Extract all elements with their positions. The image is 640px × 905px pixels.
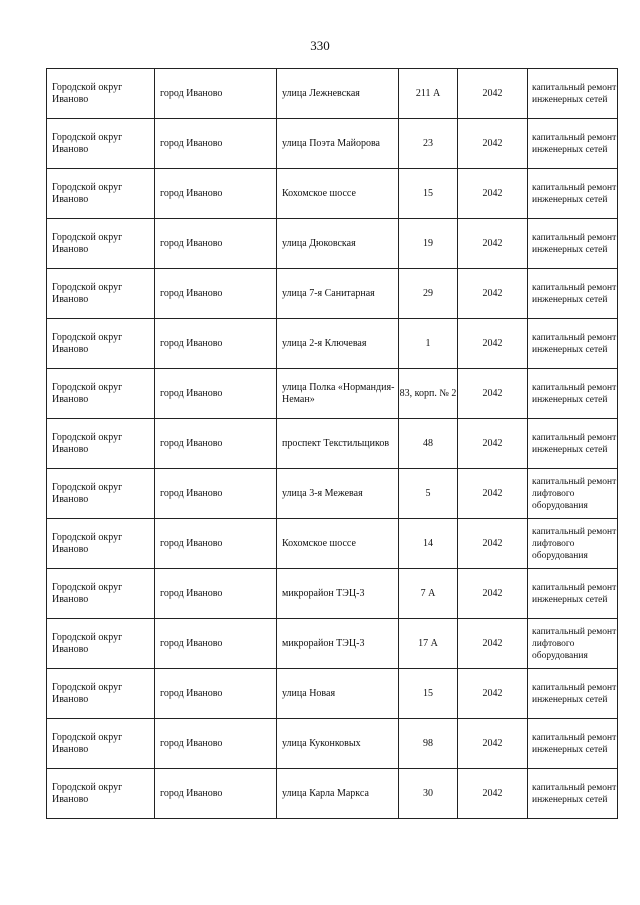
year-cell: 2042 bbox=[458, 119, 528, 169]
house-number-cell: 48 bbox=[399, 419, 458, 469]
district-cell: Городской округ Иваново bbox=[47, 619, 155, 669]
house-number-cell: 83, корп. № 2 bbox=[399, 369, 458, 419]
street-cell: улица Куконковых bbox=[277, 719, 399, 769]
street-cell: микрорайон ТЭЦ-3 bbox=[277, 569, 399, 619]
district-cell: Городской округ Иваново bbox=[47, 69, 155, 119]
street-cell: улица 3-я Межевая bbox=[277, 469, 399, 519]
district-cell: Городской округ Иваново bbox=[47, 419, 155, 469]
page-number: 330 bbox=[310, 38, 330, 53]
year-cell: 2042 bbox=[458, 419, 528, 469]
year-cell: 2042 bbox=[458, 319, 528, 369]
street-cell: улица Поэта Майорова bbox=[277, 119, 399, 169]
street-cell: улица Карла Маркса bbox=[277, 769, 399, 819]
city-cell: город Иваново bbox=[155, 469, 277, 519]
city-cell: город Иваново bbox=[155, 69, 277, 119]
table-row bbox=[47, 719, 618, 769]
work-type-cell: капитальный ремонт инженерных сетей bbox=[528, 669, 618, 719]
work-type-cell: капитальный ремонт инженерных сетей bbox=[528, 169, 618, 219]
house-number-cell: 30 bbox=[399, 769, 458, 819]
house-number-cell: 1 bbox=[399, 319, 458, 369]
table-row bbox=[47, 519, 618, 569]
year-cell: 2042 bbox=[458, 569, 528, 619]
city-cell: город Иваново bbox=[155, 769, 277, 819]
house-number-cell: 14 bbox=[399, 519, 458, 569]
year-cell: 2042 bbox=[458, 769, 528, 819]
work-type-cell: капитальный ремонт инженерных сетей bbox=[528, 769, 618, 819]
year-cell: 2042 bbox=[458, 269, 528, 319]
table-row bbox=[47, 169, 618, 219]
work-type-cell: капитальный ремонт инженерных сетей bbox=[528, 719, 618, 769]
street-cell: Кохомское шоссе bbox=[277, 169, 399, 219]
work-type-cell: капитальный ремонт лифтового оборудования bbox=[528, 469, 618, 519]
table-row bbox=[47, 669, 618, 719]
table-row bbox=[47, 69, 618, 119]
city-cell: город Иваново bbox=[155, 319, 277, 369]
house-number-cell: 29 bbox=[399, 269, 458, 319]
work-type-cell: капитальный ремонт инженерных сетей bbox=[528, 269, 618, 319]
district-cell: Городской округ Иваново bbox=[47, 269, 155, 319]
street-cell: улица Лежневская bbox=[277, 69, 399, 119]
table-row bbox=[47, 569, 618, 619]
street-cell: улица 2-я Ключевая bbox=[277, 319, 399, 369]
repair-schedule-table bbox=[46, 68, 618, 819]
year-cell: 2042 bbox=[458, 519, 528, 569]
city-cell: город Иваново bbox=[155, 719, 277, 769]
table-row bbox=[47, 219, 618, 269]
city-cell: город Иваново bbox=[155, 419, 277, 469]
work-type-cell: капитальный ремонт инженерных сетей bbox=[528, 319, 618, 369]
district-cell: Городской округ Иваново bbox=[47, 769, 155, 819]
house-number-cell: 5 bbox=[399, 469, 458, 519]
district-cell: Городской округ Иваново bbox=[47, 219, 155, 269]
work-type-cell: капитальный ремонт инженерных сетей bbox=[528, 119, 618, 169]
street-cell: улица Новая bbox=[277, 669, 399, 719]
city-cell: город Иваново bbox=[155, 269, 277, 319]
city-cell: город Иваново bbox=[155, 519, 277, 569]
city-cell: город Иваново bbox=[155, 119, 277, 169]
city-cell: город Иваново bbox=[155, 569, 277, 619]
table-row bbox=[47, 269, 618, 319]
table-row bbox=[47, 369, 618, 419]
year-cell: 2042 bbox=[458, 669, 528, 719]
district-cell: Городской округ Иваново bbox=[47, 719, 155, 769]
table-row bbox=[47, 619, 618, 669]
house-number-cell: 17 А bbox=[399, 619, 458, 669]
work-type-cell: капитальный ремонт инженерных сетей bbox=[528, 569, 618, 619]
work-type-cell: капитальный ремонт инженерных сетей bbox=[528, 69, 618, 119]
house-number-cell: 98 bbox=[399, 719, 458, 769]
house-number-cell: 211 А bbox=[399, 69, 458, 119]
table-row bbox=[47, 419, 618, 469]
district-cell: Городской округ Иваново bbox=[47, 669, 155, 719]
year-cell: 2042 bbox=[458, 169, 528, 219]
house-number-cell: 7 А bbox=[399, 569, 458, 619]
street-cell: улица 7-я Санитарная bbox=[277, 269, 399, 319]
year-cell: 2042 bbox=[458, 719, 528, 769]
street-cell: Кохомское шоссе bbox=[277, 519, 399, 569]
district-cell: Городской округ Иваново bbox=[47, 119, 155, 169]
table-row bbox=[47, 319, 618, 369]
house-number-cell: 19 bbox=[399, 219, 458, 269]
year-cell: 2042 bbox=[458, 619, 528, 669]
street-cell: микрорайон ТЭЦ-3 bbox=[277, 619, 399, 669]
district-cell: Городской округ Иваново bbox=[47, 569, 155, 619]
city-cell: город Иваново bbox=[155, 619, 277, 669]
street-cell: улица Полка «Нормандия-Неман» bbox=[277, 369, 399, 419]
city-cell: город Иваново bbox=[155, 369, 277, 419]
year-cell: 2042 bbox=[458, 369, 528, 419]
year-cell: 2042 bbox=[458, 69, 528, 119]
year-cell: 2042 bbox=[458, 219, 528, 269]
work-type-cell: капитальный ремонт лифтового оборудования bbox=[528, 519, 618, 569]
district-cell: Городской округ Иваново bbox=[47, 319, 155, 369]
house-number-cell: 15 bbox=[399, 669, 458, 719]
work-type-cell: капитальный ремонт инженерных сетей bbox=[528, 419, 618, 469]
street-cell: улица Дюковская bbox=[277, 219, 399, 269]
table-body bbox=[47, 69, 618, 819]
year-cell: 2042 bbox=[458, 469, 528, 519]
street-cell: проспект Текстильщиков bbox=[277, 419, 399, 469]
city-cell: город Иваново bbox=[155, 219, 277, 269]
table-row bbox=[47, 469, 618, 519]
district-cell: Городской округ Иваново bbox=[47, 369, 155, 419]
work-type-cell: капитальный ремонт инженерных сетей bbox=[528, 369, 618, 419]
table-row bbox=[47, 119, 618, 169]
city-cell: город Иваново bbox=[155, 669, 277, 719]
district-cell: Городской округ Иваново bbox=[47, 169, 155, 219]
house-number-cell: 23 bbox=[399, 119, 458, 169]
city-cell: город Иваново bbox=[155, 169, 277, 219]
work-type-cell: капитальный ремонт лифтового оборудования bbox=[528, 619, 618, 669]
work-type-cell: капитальный ремонт инженерных сетей bbox=[528, 219, 618, 269]
district-cell: Городской округ Иваново bbox=[47, 519, 155, 569]
house-number-cell: 15 bbox=[399, 169, 458, 219]
table-row bbox=[47, 769, 618, 819]
district-cell: Городской округ Иваново bbox=[47, 469, 155, 519]
